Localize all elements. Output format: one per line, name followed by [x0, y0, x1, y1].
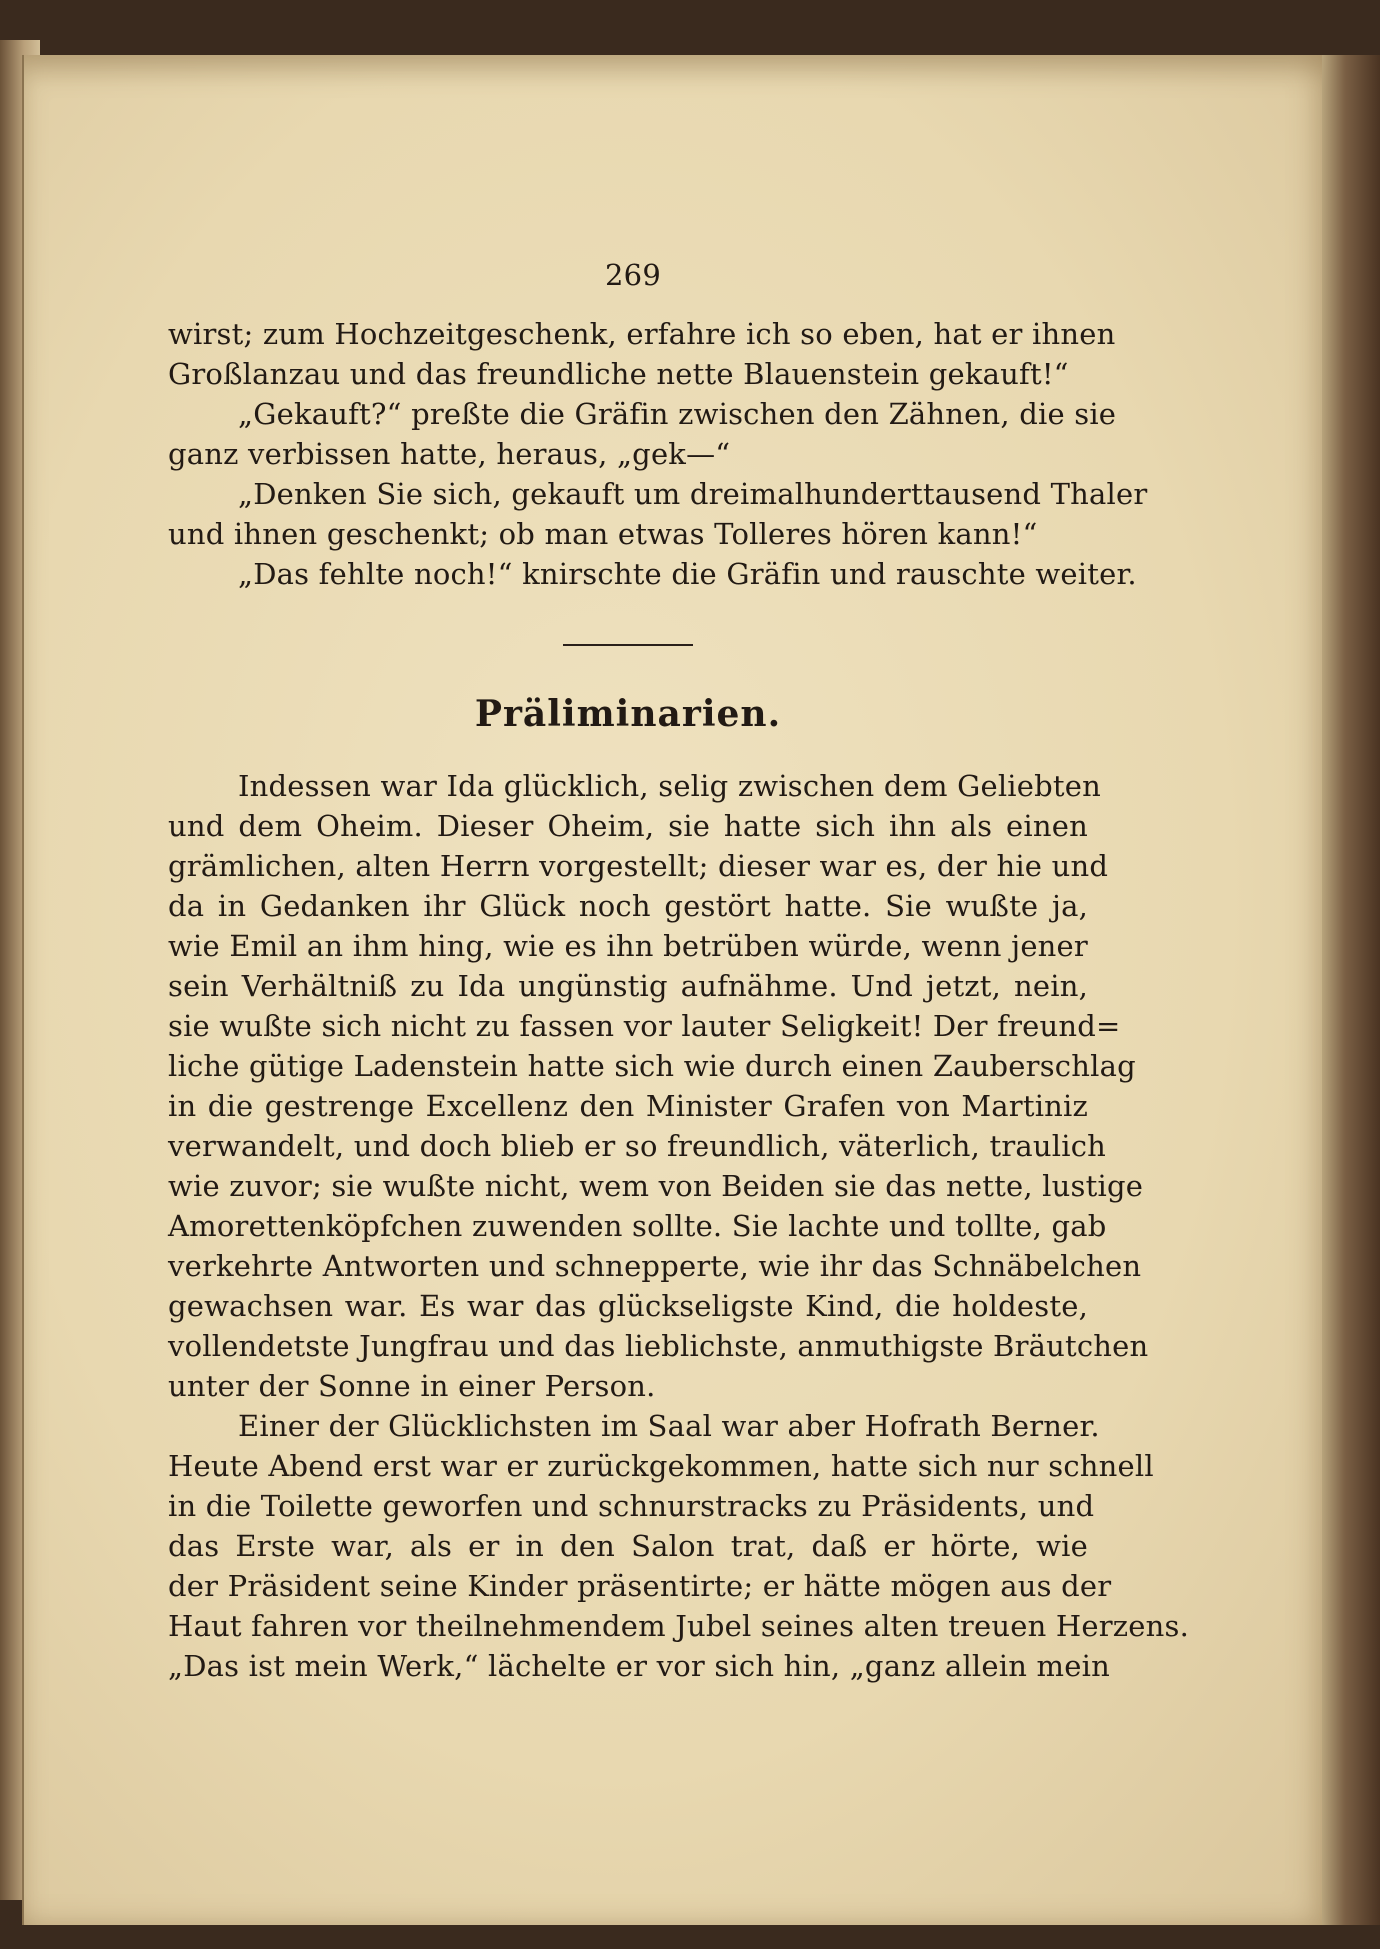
page-text: [168, 258, 1190, 1686]
section-heading: Präliminarien.: [474, 693, 782, 735]
text-line: „Denken Sie sich, gekauft um dreimalhunderttausend Thaler: [238, 477, 1148, 511]
text-line: wie Emil an ihm hing, wie es ihn betrüben würde, wenn jener: [168, 929, 1088, 963]
text-line: wie zuvor; sie wußte nicht, wem von Beiden sie das nette, lustige: [168, 1169, 1144, 1203]
text-line: „Gekauft?“ preßte die Gräfin zwischen den Zähnen, die sie: [238, 397, 1117, 431]
text-line: Indessen war Ida glücklich, selig zwischen dem Geliebten: [238, 769, 1101, 803]
text-line: „Das fehlte noch!“ knirschte die Gräfin und rauschte weiter.: [238, 557, 1137, 591]
text-line: vollendetste Jungfrau und das lieblichste, anmuthigste Bräutchen: [168, 1329, 1149, 1363]
text-line: in die Toilette geworfen und schnurstracks zu Präsidents, und: [168, 1489, 1095, 1523]
text-line: da in Gedanken ihr Glück noch gestört hatte. Sie wußte ja,: [168, 889, 1088, 923]
section-divider: [563, 644, 693, 646]
page-number: 269: [605, 258, 661, 292]
text-line: Haut fahren vor theilnehmendem Jubel seines alten treuen Herzens.: [168, 1609, 1190, 1643]
text-line: der Präsident seine Kinder präsentirte; er hätte mögen aus der: [168, 1569, 1112, 1603]
text-line: liche gütige Ladenstein hatte sich wie durch einen Zauberschlag: [168, 1049, 1136, 1083]
text-line: und dem Oheim. Dieser Oheim, sie hatte sich ihn als einen: [168, 809, 1088, 843]
text-line: das Erste war, als er in den Salon trat, daß er hörte, wie: [168, 1529, 1088, 1563]
text-line: ganz verbissen hatte, heraus, „gek—“: [168, 437, 731, 471]
text-line: Einer der Glücklichsten im Saal war aber Hofrath Berner.: [238, 1409, 1100, 1443]
text-line: und ihnen geschenkt; ob man etwas Tolleres hören kann!“: [168, 517, 1038, 551]
text-line: unter der Sonne in einer Person.: [168, 1369, 656, 1403]
text-line: verwandelt, und doch blieb er so freundlich, väterlich, traulich: [168, 1129, 1107, 1163]
text-line: in die gestrenge Excellenz den Minister Grafen von Martiniz: [168, 1089, 1088, 1123]
text-line: grämlichen, alten Herrn vorgestellt; dieser war es, der hie und: [168, 849, 1109, 883]
text-line: Großlanzau und das freundliche nette Blauenstein gekauft!“: [168, 357, 1069, 391]
text-line: wirst; zum Hochzeitgeschenk, erfahre ich so eben, hat er ihnen: [168, 317, 1116, 351]
text-line: gewachsen war. Es war das glückseligste Kind, die holdeste,: [168, 1289, 1088, 1323]
text-line: Amorettenköpfchen zuwenden sollte. Sie lachte und tollte, gab: [168, 1209, 1107, 1243]
text-line: verkehrte Antworten und schnepperte, wie ihr das Schnäbelchen: [168, 1249, 1142, 1283]
text-line: sie wußte sich nicht zu fassen vor lauter Seligkeit! Der freund=: [168, 1009, 1121, 1043]
book-spine: [1322, 55, 1380, 1925]
text-line: sein Verhältniß zu Ida ungünstig aufnähme. Und jetzt, nein,: [168, 969, 1088, 1003]
text-line: „Das ist mein Werk,“ lächelte er vor sich hin, „ganz allein mein: [168, 1649, 1110, 1683]
text-line: Heute Abend erst war er zurückgekommen, hatte sich nur schnell: [168, 1449, 1154, 1483]
paragraphs-after-heading: [168, 766, 1190, 1686]
paragraphs-before-divider: [168, 314, 1148, 594]
